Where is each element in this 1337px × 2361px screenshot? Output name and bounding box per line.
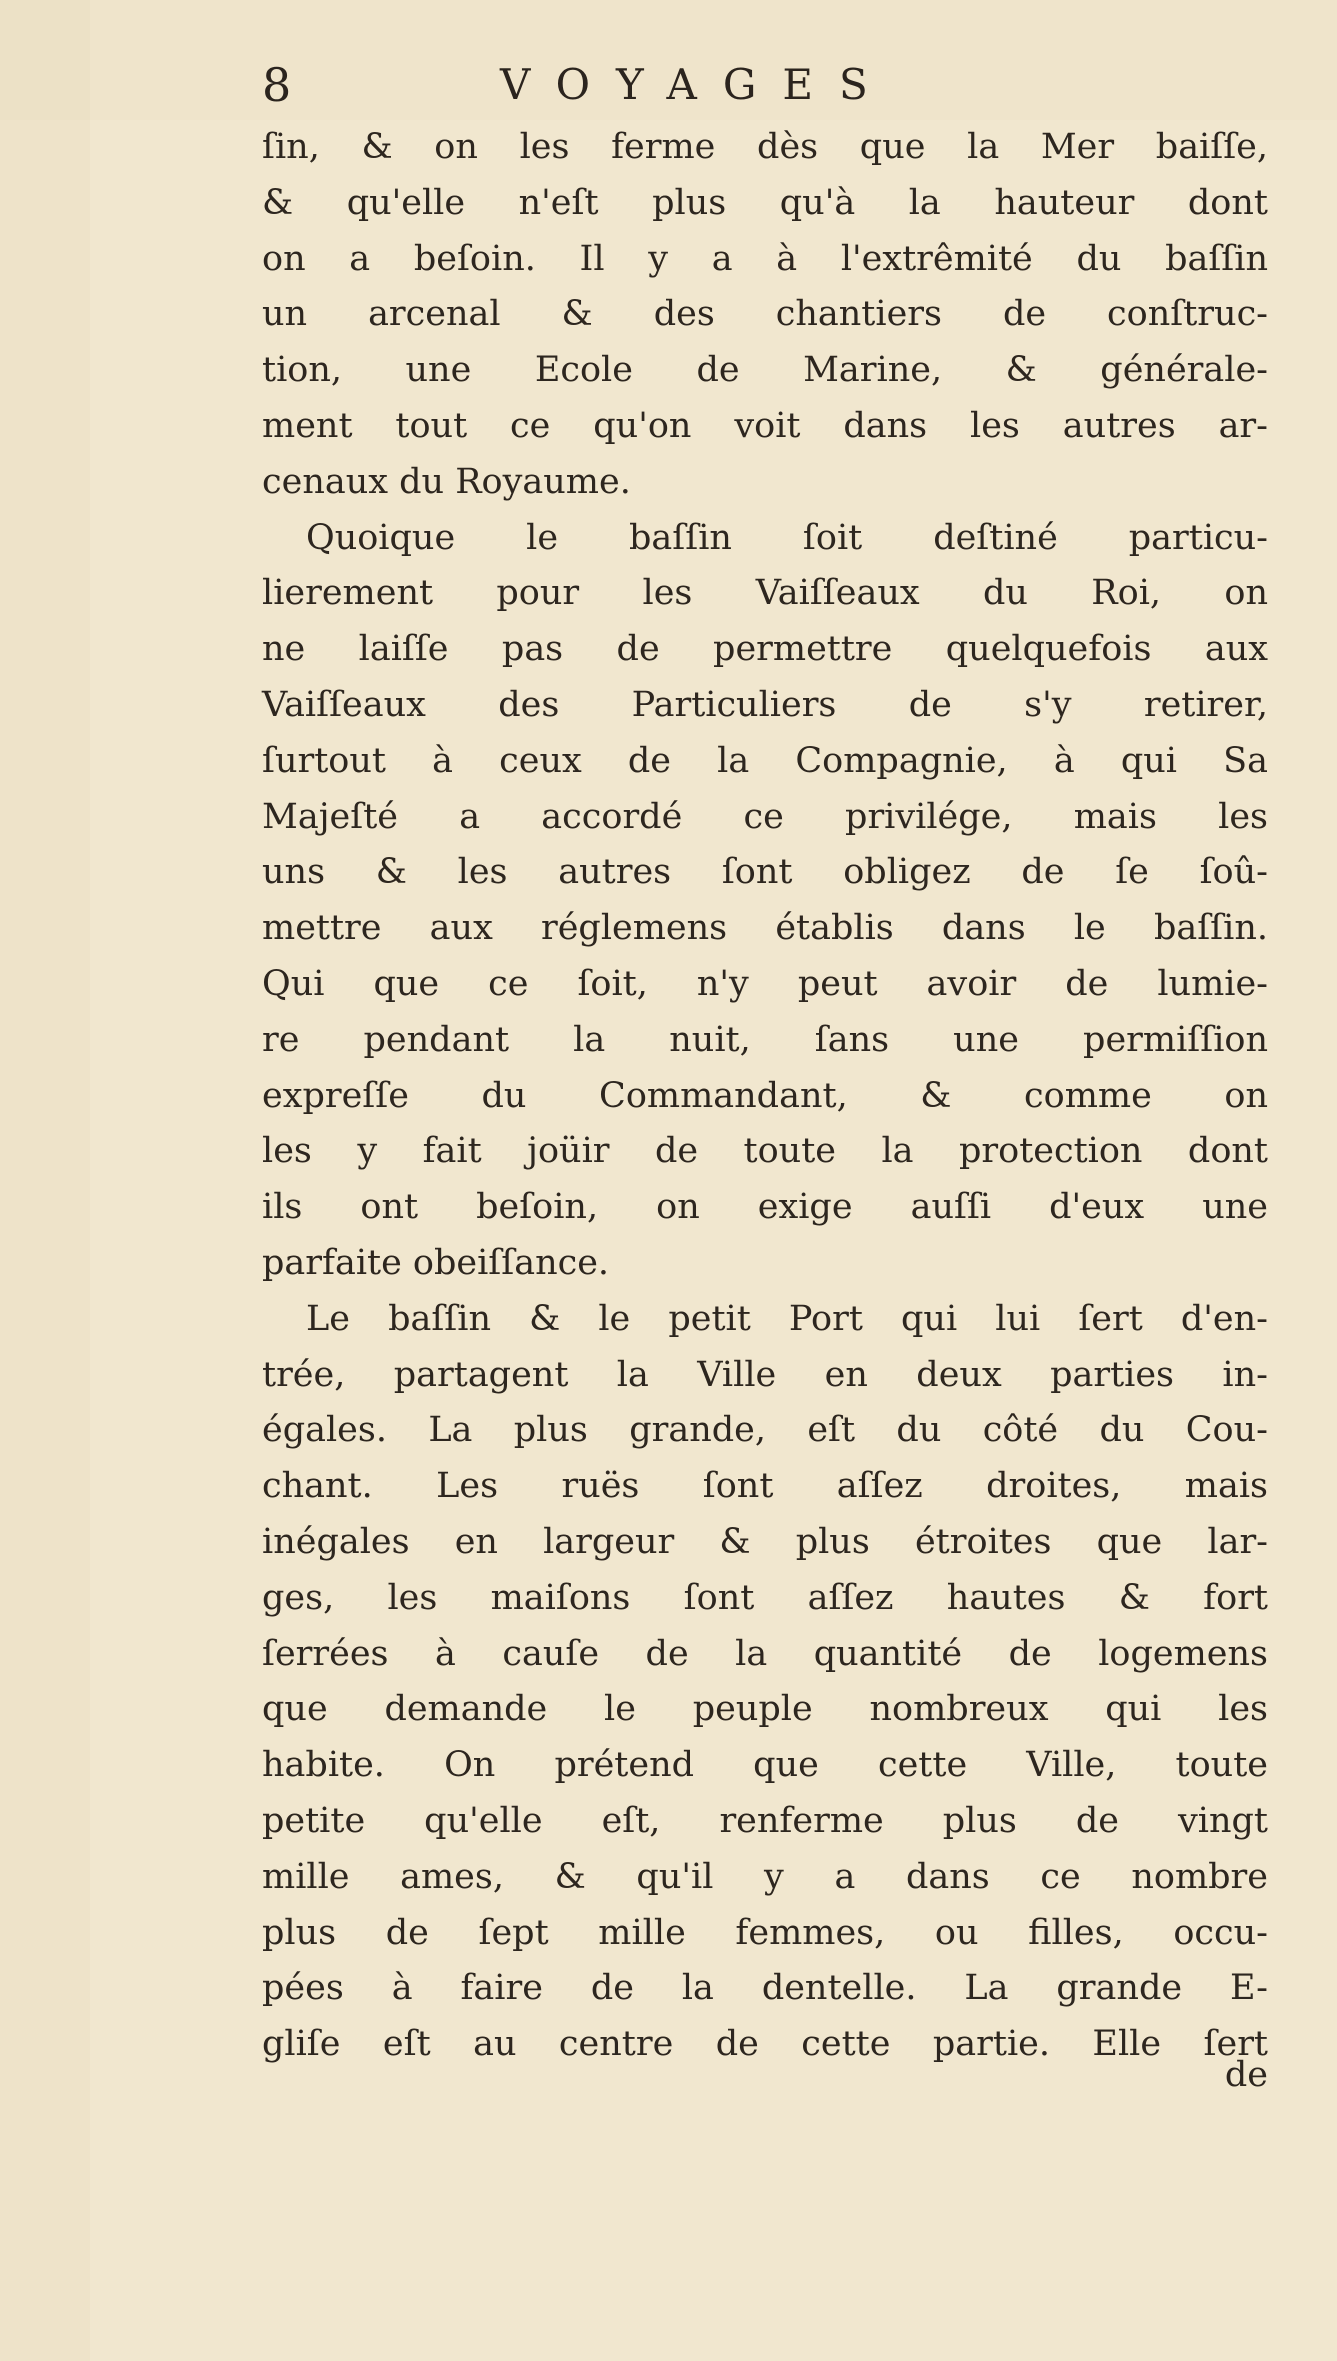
text-line: tion, une Ecole de Marine, & générale- [262, 350, 1268, 391]
text-line: ges, les maiſons ſont aſſez hautes & fort [262, 1577, 1268, 1618]
text-line: Vaiſſeaux des Particuliers de s'y retirer, [262, 684, 1268, 725]
text-line: lierement pour les Vaiſſeaux du Roi, on [262, 573, 1268, 614]
text-line: parfaite obeiſſance. [262, 1242, 610, 1283]
text-line: re pendant la nuit, ſans une permiſſion [262, 1019, 1268, 1060]
page-number: 8 [262, 58, 292, 112]
text-line: Le baſſin & le petit Port qui lui ſert d'en- [306, 1298, 1268, 1339]
paragraph [262, 1292, 1268, 2073]
text-line: chant. Les ruës ſont aſſez droites, mais [262, 1466, 1268, 1507]
text-line: pées à faire de la dentelle. La grande E- [262, 1968, 1268, 2009]
text-line: égales. La plus grande, eſt du côté du Cou- [262, 1410, 1268, 1451]
body-text [262, 120, 1268, 2073]
paper-gutter-shading [0, 0, 90, 2361]
text-line: ſin, & on les ferme dès que la Mer baiſſe, [262, 127, 1268, 167]
text-line: ment tout ce qu'on voit dans les autres ar- [262, 405, 1268, 446]
text-line: Qui que ce ſoit, n'y peut avoir de lumie- [262, 963, 1268, 1004]
text-line: gliſe eſt au centre de cette partie. Elle ſert [262, 2024, 1268, 2065]
paragraph [262, 511, 1268, 1292]
text-line: ſerrées à cauſe de la quantité de logemens [262, 1633, 1268, 1674]
text-line: ne laiſſe pas de permettre quelquefois aux [262, 629, 1268, 670]
text-line: inégales en largeur & plus étroites que lar- [262, 1521, 1268, 1562]
text-line: expreſſe du Commandant, & comme on [262, 1075, 1268, 1116]
text-line: trée, partagent la Ville en deux parties in- [262, 1354, 1268, 1395]
text-line: que demande le peuple nombreux qui les [262, 1689, 1268, 1730]
text-line: habite. On prétend que cette Ville, toute [262, 1745, 1268, 1786]
text-line: mettre aux réglemens établis dans le baſſin. [262, 908, 1268, 949]
text-line: on a beſoin. Il y a à l'extrêmité du baſſin [262, 238, 1268, 279]
running-head: VOYAGES [500, 60, 894, 109]
paragraph [262, 120, 1268, 511]
text-line: petite qu'elle eſt, renferme plus de vingt [262, 1800, 1268, 1841]
text-line: uns & les autres ſont obligez de ſe ſoû- [262, 852, 1268, 893]
text-line: cenaux du Royaume. [262, 461, 631, 502]
text-line: un arcenal & des chantiers de conſtruc- [262, 294, 1268, 335]
text-line: Majeſté a accordé ce privilége, mais les [262, 796, 1268, 837]
text-line: les y fait joüir de toute la protection dont [262, 1131, 1268, 1172]
text-line: & qu'elle n'eſt plus qu'à la hauteur dont [262, 182, 1268, 223]
catchword: de [1224, 2055, 1268, 2095]
text-line: ſurtout à ceux de la Compagnie, à qui Sa [262, 740, 1268, 781]
text-line: mille ames, & qu'il y a dans ce nombre [262, 1856, 1268, 1897]
text-line: ils ont beſoin, on exige auſſi d'eux une [262, 1187, 1268, 1228]
text-line: Quoique le baſſin ſoit deſtiné particu- [306, 517, 1268, 558]
text-line: plus de ſept mille femmes, ou filles, occu- [262, 1912, 1268, 1953]
